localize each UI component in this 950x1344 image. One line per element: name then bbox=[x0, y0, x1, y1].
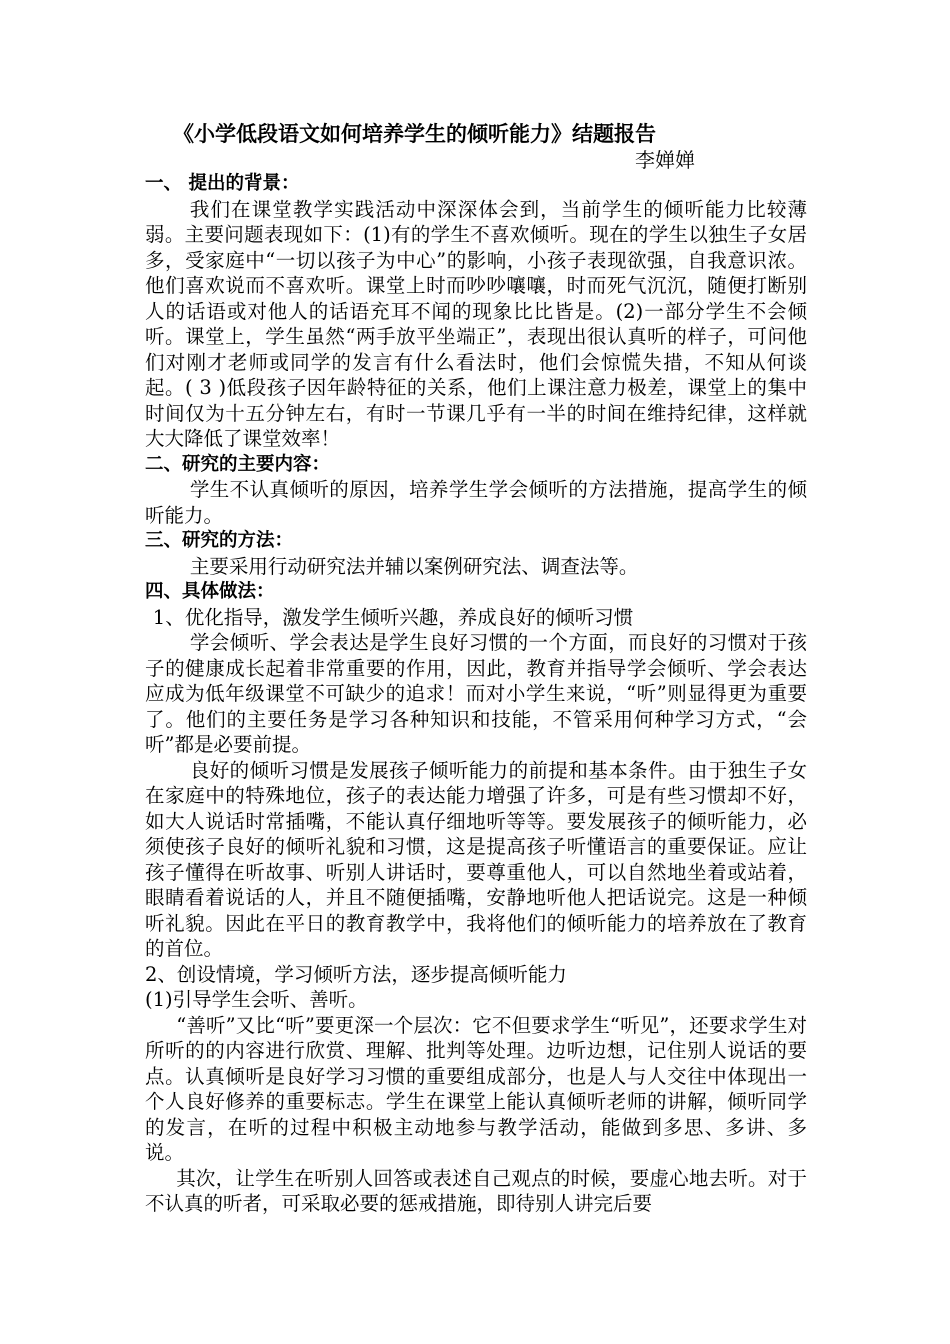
document-title: 《小学低段语文如何培养学生的倾听能力》结题报告 bbox=[173, 122, 656, 146]
paragraph-method: 主要采用行动研究法并辅以案例研究法、调查法等。 bbox=[189, 554, 639, 578]
paragraph-background: 我们在课堂教学实践活动中深深体会到，当前学生的倾听能力比较薄弱。主要问题表现如下：(1)有的学生不喜欢倾听。现在的学生以独生子女居多，受家庭中“一切以孩子为中心”的影响，小孩子表现欲强，自我意识浓。他们喜欢说而不喜欢听。课堂上时而吵吵嚷嚷，时而死气沉沉，随便打断别人的话语或对他人的话语充耳不闻的现象比比皆是。(2)一部分学生不会倾听。课堂上，学生虽然“两手放平坐端正”，表现出很认真听的样子，可问他们对刚才老师或同学的发言有什么看法时，他们会惊慌失措，不知从何谈起。( 3 )低段孩子因年龄特征的关系，他们上课注意力极差，课堂上的集中时间仅为十五分钟左右，有时一节课几乎有一半的时间在维持纪律，这样就大大降低了课堂效率！ bbox=[145, 197, 807, 450]
paragraph-practice-3: “善听”又比“听”要更深一个层次：它不但要求学生“听见”，还要求学生对所听的的内容进行欣赏、理解、批判等处理。边听边想，记住别人说话的要点。认真倾听是良好学习习惯的重要组成部分，也是人与人交往中体现出一个人良好修养的重要标志。学生在课堂上能认真倾听老师的讲解，倾听同学的发言，在听的过程中积极主动地参与教学活动，能做到多思、多讲、多说。 bbox=[145, 1013, 807, 1164]
paragraph-content: 学生不认真倾听的原因，培养学生学会倾听的方法措施，提高学生的倾听能力。 bbox=[145, 478, 807, 527]
document-page bbox=[145, 120, 807, 1217]
subheading-1: 1、优化指导，激发学生倾听兴趣，养成良好的倾听习惯 bbox=[152, 605, 634, 629]
section-heading-content: 二、研究的主要内容： bbox=[145, 453, 331, 475]
section-heading-method: 三、研究的方法： bbox=[145, 530, 294, 551]
paragraph-practice-1: 学会倾听、学会表达是学生良好习惯的一个方面，而良好的习惯对于孩子的健康成长起着非常重要的作用，因此，教育并指导学会倾听、学会表达应成为低年级课堂不可缺少的追求！而对小学生来说，“听”则显得更为重要了。他们的主要任务是学习各种知识和技能，不管采用何种学习方式，“会听”都是必要前提。 bbox=[145, 631, 807, 756]
subheading-2: 2、创设情境，学习倾听方法，逐步提高倾听能力 bbox=[145, 962, 567, 986]
section-heading-background: 一、 提出的背景： bbox=[145, 173, 300, 194]
paragraph-practice-2: 良好的倾听习惯是发展孩子倾听能力的前提和基本条件。由于独生子女在家庭中的特殊地位，孩子的表达能力增强了许多，可是有些习惯却不好，如大人说话时常插嘴，不能认真仔细地听等等。要发展孩子的倾听能力，必须使孩子良好的倾听礼貌和习惯，这是提高孩子听懂语言的重要保证。应让孩子懂得在听故事、听别人讲话时，要尊重他人，可以自然地坐着或站着，眼睛看着说话的人，并且不随便插嘴，安静地听他人把话说完。这是一种倾听礼貌。因此在平日的教育教学中，我将他们的倾听能力的培养放在了教育的首位。 bbox=[145, 758, 807, 960]
author-name: 李婵婵 bbox=[635, 148, 695, 172]
paragraph-practice-4: 其次，让学生在听别人回答或表述自己观点的时候，要虚心地去听。对于不认真的听者，可采取必要的惩戒措施，即待别人讲完后要 bbox=[145, 1166, 807, 1215]
subheading-2a: (1)引导学生会听、善听。 bbox=[145, 988, 368, 1011]
section-heading-practice: 四、具体做法： bbox=[145, 581, 275, 602]
